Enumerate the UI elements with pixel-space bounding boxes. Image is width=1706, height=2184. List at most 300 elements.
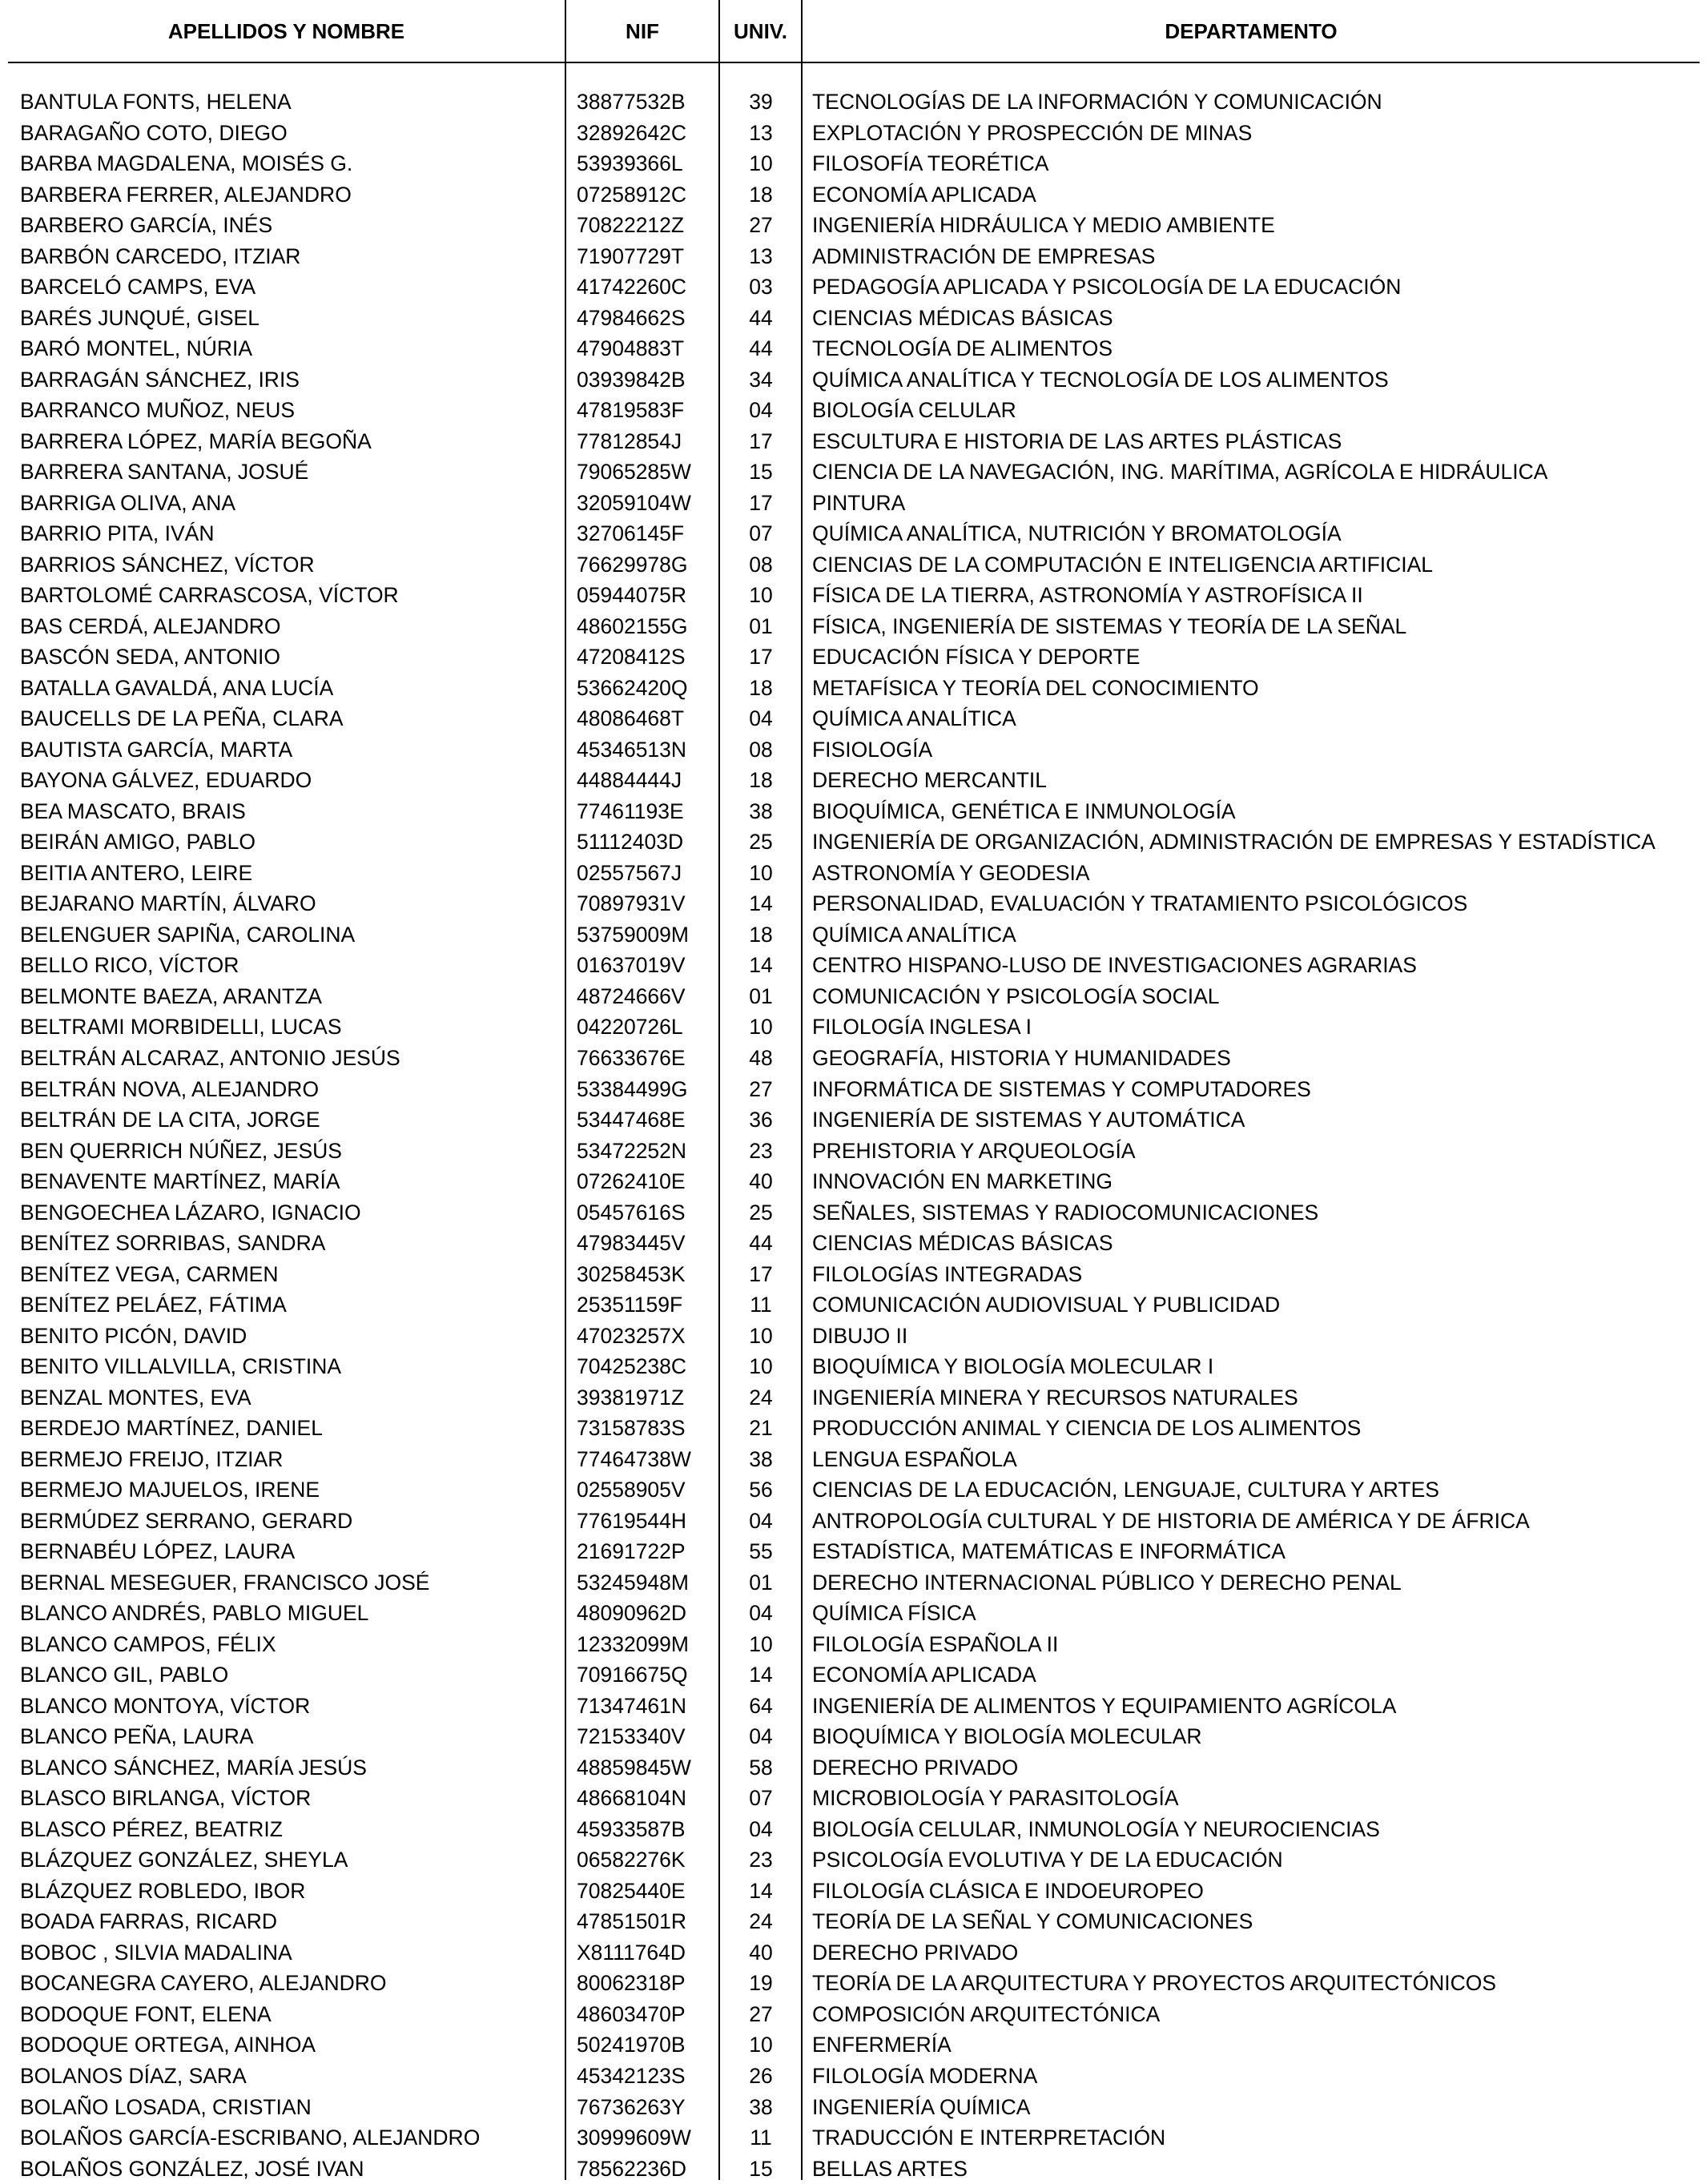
table-row	[0, 919, 1706, 951]
cell-nif: 41742260C	[577, 275, 687, 300]
cell-name: BAS CERDÁ, ALEJANDRO	[20, 613, 281, 638]
cell-name: BOLAÑOS GARCÍA-ESCRIBANO, ALEJANDRO	[20, 2126, 481, 2150]
table-row	[0, 2029, 1706, 2061]
cell-univ: 15	[749, 2156, 773, 2181]
cell-department: ECONOMÍA APLICADA	[812, 1663, 1036, 1687]
cell-name: BENITO VILLALVILLA, CRISTINA	[20, 1354, 342, 1379]
table-row	[0, 426, 1706, 457]
cell-name: BERDEJO MARTÍNEZ, DANIEL	[20, 1416, 323, 1441]
cell-nif: 47904883T	[577, 336, 685, 361]
table-row	[0, 1012, 1706, 1043]
cell-department: FÍSICA DE LA TIERRA, ASTRONOMÍA Y ASTROFÍSICA II	[812, 583, 1363, 608]
cell-department: ADMINISTRACIÓN DE EMPRESAS	[812, 243, 1156, 268]
cell-department: CIENCIAS DE LA EDUCACIÓN, LENGUAJE, CULTURA Y ARTES	[812, 1478, 1439, 1502]
cell-univ: 13	[749, 120, 773, 145]
cell-univ: 08	[749, 552, 773, 577]
table-row	[0, 1351, 1706, 1382]
cell-univ: 11	[750, 2126, 772, 2150]
cell-name: BARBERA FERRER, ALEJANDRO	[20, 182, 352, 207]
cell-nif: 76633676E	[577, 1045, 686, 1070]
table-row	[0, 1413, 1706, 1444]
cell-univ: 10	[749, 1323, 773, 1348]
cell-univ: 10	[749, 151, 773, 176]
cell-department: ESCULTURA E HISTORIA DE LAS ARTES PLÁSTICAS	[812, 428, 1342, 453]
cell-univ: 24	[749, 1909, 773, 1934]
cell-nif: 45342123S	[577, 2064, 686, 2088]
cell-univ: 23	[749, 1138, 773, 1163]
cell-name: BELLO RICO, VÍCTOR	[20, 953, 239, 978]
cell-univ: 14	[749, 1663, 773, 1687]
cell-name: BELTRÁN ALCARAZ, ANTONIO JESÚS	[20, 1045, 400, 1070]
cell-name: BERMEJO MAJUELOS, IRENE	[20, 1478, 320, 1502]
cell-name: BEITIA ANTERO, LEIRE	[20, 860, 253, 885]
column-header-name: APELLIDOS Y NOMBRE	[167, 18, 405, 43]
cell-nif: 77619544H	[577, 1508, 687, 1533]
table-row	[0, 950, 1706, 981]
cell-name: BODOQUE FONT, ELENA	[20, 2001, 272, 2026]
cell-nif: 04220726L	[577, 1015, 683, 1040]
cell-univ: 40	[749, 1940, 773, 1965]
cell-univ: 56	[749, 1478, 773, 1502]
cell-univ: 27	[749, 1076, 773, 1101]
cell-nif: 53447468E	[577, 1108, 686, 1132]
cell-nif: 32706145F	[577, 521, 685, 546]
cell-name: BARAGAÑO COTO, DIEGO	[20, 120, 288, 145]
cell-department: INGENIERÍA DE ORGANIZACIÓN, ADMINISTRACIÓN DE EMPRESAS Y ESTADÍSTICA	[812, 830, 1656, 855]
cell-name: BERMÚDEZ SERRANO, GERARD	[20, 1508, 353, 1533]
cell-univ: 13	[749, 243, 773, 268]
cell-department: QUÍMICA ANALÍTICA Y TECNOLOGÍA DE LOS ALIMENTOS	[812, 367, 1389, 392]
cell-univ: 48	[749, 1045, 773, 1070]
cell-univ: 18	[749, 182, 773, 207]
cell-department: CIENCIA DE LA NAVEGACIÓN, ING. MARÍTIMA, AGRÍCOLA E HIDRÁULICA	[812, 460, 1548, 485]
cell-univ: 01	[749, 983, 773, 1008]
cell-name: BATALLA GAVALDÁ, ANA LUCÍA	[20, 675, 334, 700]
cell-department: LENGUA ESPAÑOLA	[812, 1446, 1017, 1471]
cell-department: FISIOLOGÍA	[812, 737, 933, 762]
cell-department: PERSONALIDAD, EVALUACIÓN Y TRATAMIENTO PSICOLÓGICOS	[812, 891, 1468, 916]
column-header-department: DEPARTAMENTO	[1165, 18, 1338, 43]
cell-univ: 10	[749, 1631, 773, 1656]
cell-department: CIENCIAS DE LA COMPUTACIÓN E INTELIGENCIA ARTIFICIAL	[812, 552, 1434, 577]
cell-nif: 12332099M	[577, 1631, 689, 1656]
cell-department: TECNOLOGÍA DE ALIMENTOS	[812, 336, 1113, 361]
cell-department: TRADUCCIÓN E INTERPRETACIÓN	[812, 2126, 1166, 2150]
cell-univ: 10	[749, 1015, 773, 1040]
cell-department: EXPLOTACIÓN Y PROSPECCIÓN DE MINAS	[812, 120, 1253, 145]
cell-department: CIENCIAS MÉDICAS BÁSICAS	[812, 305, 1113, 330]
table-row	[0, 549, 1706, 581]
cell-name: BARRIO PITA, IVÁN	[20, 521, 215, 546]
table-row	[0, 673, 1706, 704]
cell-name: BASCÓN SEDA, ANTONIO	[20, 645, 280, 670]
table-row	[0, 1999, 1706, 2030]
cell-univ: 04	[749, 1724, 773, 1749]
table-row	[0, 1289, 1706, 1321]
table-row	[0, 1906, 1706, 1937]
cell-department: DIBUJO II	[812, 1323, 908, 1348]
cell-univ: 58	[749, 1755, 773, 1780]
cell-nif: 77461193E	[577, 798, 684, 823]
cell-department: BIOLOGÍA CELULAR	[812, 398, 1016, 423]
cell-department: ENFERMERÍA	[812, 2033, 952, 2057]
table-row	[0, 2154, 1706, 2184]
cell-nif: 44884444J	[577, 768, 682, 793]
cell-department: PREHISTORIA Y ARQUEOLOGÍA	[812, 1138, 1136, 1163]
cell-nif: 30999609W	[577, 2126, 691, 2150]
cell-nif: X8111764D	[577, 1940, 686, 1965]
cell-department: CENTRO HISPANO-LUSO DE INVESTIGACIONES AGRARIAS	[812, 953, 1417, 978]
cell-univ: 14	[749, 891, 773, 916]
cell-name: BARBA MAGDALENA, MOISÉS G.	[20, 151, 353, 176]
cell-name: BLASCO PÉREZ, BEATRIZ	[20, 1816, 283, 1841]
cell-univ: 38	[749, 2094, 773, 2119]
cell-univ: 21	[749, 1416, 773, 1441]
cell-department: FILOLOGÍA ESPAÑOLA II	[812, 1631, 1059, 1656]
column-header-univ: UNIV.	[734, 18, 787, 43]
cell-univ: 27	[749, 2001, 773, 2026]
cell-department: METAFÍSICA Y TEORÍA DEL CONOCIMIENTO	[812, 675, 1259, 700]
table-row	[0, 1844, 1706, 1876]
table-row	[0, 796, 1706, 827]
cell-univ: 11	[750, 1293, 772, 1317]
table-row	[0, 2061, 1706, 2092]
table-row	[0, 1382, 1706, 1414]
cell-nif: 06582276K	[577, 1848, 686, 1872]
table-row	[0, 1659, 1706, 1691]
cell-department: INGENIERÍA MINERA Y RECURSOS NATURALES	[812, 1385, 1298, 1410]
cell-department: MICROBIOLOGÍA Y PARASITOLOGÍA	[812, 1786, 1179, 1811]
table-row	[0, 148, 1706, 179]
table-row	[0, 1228, 1706, 1259]
table-row	[0, 611, 1706, 642]
cell-department: ANTROPOLOGÍA CULTURAL Y DE HISTORIA DE AMÉRICA Y DE ÁFRICA	[812, 1508, 1530, 1533]
table-row	[0, 395, 1706, 426]
cell-department: QUÍMICA ANALÍTICA	[812, 706, 1016, 731]
cell-department: COMUNICACIÓN Y PSICOLOGÍA SOCIAL	[812, 983, 1220, 1008]
cell-name: BEA MASCATO, BRAIS	[20, 798, 246, 823]
table-row	[0, 703, 1706, 734]
table-row	[0, 364, 1706, 396]
table-row	[0, 981, 1706, 1012]
cell-univ: 04	[749, 1601, 773, 1626]
table-row	[0, 1814, 1706, 1845]
cell-name: BARRAGÁN SÁNCHEZ, IRIS	[20, 367, 300, 392]
cell-name: BAUTISTA GARCÍA, MARTA	[20, 737, 293, 762]
cell-name: BARRERA LÓPEZ, MARÍA BEGOÑA	[20, 428, 372, 453]
cell-nif: 38877532B	[577, 90, 686, 114]
cell-name: BEN QUERRICH NÚÑEZ, JESÚS	[20, 1138, 342, 1163]
cell-name: BENÍTEZ PELÁEZ, FÁTIMA	[20, 1293, 287, 1317]
cell-nif: 30258453K	[577, 1261, 686, 1286]
cell-nif: 45933587B	[577, 1816, 686, 1841]
cell-univ: 23	[749, 1848, 773, 1872]
cell-department: BIOQUÍMICA, GENÉTICA E INMUNOLOGÍA	[812, 798, 1236, 823]
cell-department: QUÍMICA ANALÍTICA, NUTRICIÓN Y BROMATOLOGÍA	[812, 521, 1342, 546]
cell-nif: 05944075R	[577, 583, 687, 608]
cell-name: BARBERO GARCÍA, INÉS	[20, 213, 273, 238]
cell-nif: 48668104N	[577, 1786, 687, 1811]
cell-univ: 55	[749, 1539, 773, 1564]
cell-univ: 26	[749, 2064, 773, 2088]
cell-name: BOCANEGRA CAYERO, ALEJANDRO	[20, 1971, 387, 1996]
cell-univ: 44	[749, 336, 773, 361]
cell-name: BARRANCO MUÑOZ, NEUS	[20, 398, 296, 423]
cell-univ: 38	[749, 798, 773, 823]
cell-name: BEJARANO MARTÍN, ÁLVARO	[20, 891, 316, 916]
cell-department: ASTRONOMÍA Y GEODESIA	[812, 860, 1090, 885]
cell-univ: 04	[749, 1816, 773, 1841]
cell-department: EDUCACIÓN FÍSICA Y DEPORTE	[812, 645, 1141, 670]
cell-name: BARCELÓ CAMPS, EVA	[20, 275, 256, 300]
table-row	[0, 580, 1706, 611]
cell-univ: 40	[749, 1169, 773, 1194]
cell-department: INFORMÁTICA DE SISTEMAS Y COMPUTADORES	[812, 1076, 1311, 1101]
cell-nif: 45346513N	[577, 737, 687, 762]
table-row	[0, 1136, 1706, 1167]
cell-department: TEORÍA DE LA ARQUITECTURA Y PROYECTOS ARQUITECTÓNICOS	[812, 1971, 1497, 1996]
cell-nif: 77812854J	[577, 428, 682, 453]
table-row	[0, 1474, 1706, 1506]
cell-nif: 51112403D	[577, 830, 684, 855]
cell-univ: 10	[749, 860, 773, 885]
cell-univ: 39	[749, 90, 773, 114]
cell-department: QUÍMICA ANALÍTICA	[812, 922, 1016, 947]
table-row	[0, 734, 1706, 766]
table-row	[0, 1968, 1706, 1999]
table-row	[0, 303, 1706, 334]
cell-department: BELLAS ARTES	[812, 2156, 968, 2181]
cell-name: BARÓ MONTEL, NÚRIA	[20, 336, 253, 361]
cell-department: ECONOMÍA APLICADA	[812, 182, 1036, 207]
cell-nif: 21691722P	[577, 1539, 686, 1564]
cell-nif: 47208412S	[577, 645, 686, 670]
cell-name: BLANCO MONTOYA, VÍCTOR	[20, 1693, 311, 1718]
table-row	[0, 1259, 1706, 1290]
table-row	[0, 1043, 1706, 1074]
cell-department: FILOLOGÍA MODERNA	[812, 2064, 1038, 2088]
cell-name: BODOQUE ORTEGA, AINHOA	[20, 2033, 316, 2057]
cell-name: BOADA FARRAS, RICARD	[20, 1909, 278, 1934]
cell-univ: 04	[749, 398, 773, 423]
cell-name: BENITO PICÓN, DAVID	[20, 1323, 247, 1348]
cell-name: BERNAL MESEGUER, FRANCISCO JOSÉ	[20, 1570, 430, 1595]
cell-name: BARRIGA OLIVA, ANA	[20, 490, 236, 515]
cell-nif: 76736263Y	[577, 2094, 686, 2119]
cell-nif: 05457616S	[577, 1200, 686, 1225]
table-row	[0, 1876, 1706, 1907]
column-header-nif: NIF	[626, 18, 659, 43]
cell-univ: 36	[749, 1108, 773, 1132]
cell-name: BOLAÑO LOSADA, CRISTIAN	[20, 2094, 312, 2119]
cell-nif: 70425238C	[577, 1354, 687, 1379]
cell-univ: 10	[749, 2033, 773, 2057]
cell-univ: 44	[749, 1231, 773, 1256]
table-row	[0, 1506, 1706, 1537]
cell-name: BENAVENTE MARTÍNEZ, MARÍA	[20, 1169, 340, 1194]
cell-nif: 79065285W	[577, 460, 691, 485]
cell-nif: 77464738W	[577, 1446, 691, 1471]
cell-name: BLASCO BIRLANGA, VÍCTOR	[20, 1786, 312, 1811]
cell-department: FILOLOGÍAS INTEGRADAS	[812, 1261, 1083, 1286]
cell-department: CIENCIAS MÉDICAS BÁSICAS	[812, 1231, 1113, 1256]
cell-nif: 39381971Z	[577, 1385, 685, 1410]
cell-nif: 48090962D	[577, 1601, 687, 1626]
cell-nif: 53662420Q	[577, 675, 688, 700]
table-row	[0, 1074, 1706, 1105]
cell-univ: 04	[749, 706, 773, 731]
table-row	[0, 1166, 1706, 1197]
cell-name: BLANCO SÁNCHEZ, MARÍA JESÚS	[20, 1755, 367, 1780]
cell-nif: 53759009M	[577, 922, 689, 947]
cell-univ: 10	[749, 1354, 773, 1379]
cell-univ: 08	[749, 737, 773, 762]
cell-department: BIOLOGÍA CELULAR, INMUNOLOGÍA Y NEUROCIENCIAS	[812, 1816, 1380, 1841]
cell-name: BLÁZQUEZ ROBLEDO, IBOR	[20, 1878, 306, 1903]
cell-name: BELTRÁN DE LA CITA, JORGE	[20, 1108, 320, 1132]
table-row	[0, 118, 1706, 149]
cell-univ: 07	[749, 1786, 773, 1811]
cell-name: BARRIOS SÁNCHEZ, VÍCTOR	[20, 552, 315, 577]
cell-department: PRODUCCIÓN ANIMAL Y CIENCIA DE LOS ALIMENTOS	[812, 1416, 1362, 1441]
table-row	[0, 1321, 1706, 1352]
cell-univ: 17	[749, 490, 773, 515]
cell-nif: 53472252N	[577, 1138, 687, 1163]
cell-name: BARBÓN CARCEDO, ITZIAR	[20, 243, 301, 268]
cell-nif: 02558905V	[577, 1478, 686, 1502]
cell-name: BELENGUER SAPIÑA, CAROLINA	[20, 922, 356, 947]
cell-nif: 70897931V	[577, 891, 686, 916]
cell-nif: 48603470P	[577, 2001, 686, 2026]
cell-univ: 01	[749, 1570, 773, 1595]
cell-department: TEORÍA DE LA SEÑAL Y COMUNICACIONES	[812, 1909, 1253, 1934]
cell-univ: 01	[749, 613, 773, 638]
table-row	[0, 1598, 1706, 1629]
table-row	[0, 765, 1706, 796]
cell-name: BELTRÁN NOVA, ALEJANDRO	[20, 1076, 320, 1101]
cell-nif: 47983445V	[577, 1231, 686, 1256]
cell-nif: 73158783S	[577, 1416, 686, 1441]
cell-department: BIOQUÍMICA Y BIOLOGÍA MOLECULAR I	[812, 1354, 1214, 1379]
cell-name: BAUCELLS DE LA PEÑA, CLARA	[20, 706, 344, 731]
table-row	[0, 2092, 1706, 2123]
cell-nif: 25351159F	[577, 1293, 683, 1317]
cell-nif: 48086468T	[577, 706, 685, 731]
cell-name: BERNABÉU LÓPEZ, LAURA	[20, 1539, 296, 1564]
cell-department: INGENIERÍA QUÍMICA	[812, 2094, 1031, 2119]
cell-name: BERMEJO FREIJO, ITZIAR	[20, 1446, 284, 1471]
cell-nif: 50241970B	[577, 2033, 686, 2057]
table-row	[0, 1536, 1706, 1567]
cell-name: BLANCO ANDRÉS, PABLO MIGUEL	[20, 1601, 369, 1626]
cell-department: DERECHO MERCANTIL	[812, 768, 1048, 793]
cell-univ: 25	[749, 830, 773, 855]
cell-univ: 25	[749, 1200, 773, 1225]
cell-department: INGENIERÍA HIDRÁULICA Y MEDIO AMBIENTE	[812, 213, 1275, 238]
cell-name: BARÉS JUNQUÉ, GISEL	[20, 305, 260, 330]
table-row	[0, 1444, 1706, 1475]
table-row	[0, 1629, 1706, 1660]
cell-name: BOLANOS DÍAZ, SARA	[20, 2064, 247, 2088]
cell-name: BLANCO PEÑA, LAURA	[20, 1724, 254, 1749]
cell-nif: 80062318P	[577, 1971, 686, 1996]
cell-department: SEÑALES, SISTEMAS Y RADIOCOMUNICACIONES	[812, 1200, 1319, 1225]
cell-name: BELTRAMI MORBIDELLI, LUCAS	[20, 1015, 342, 1040]
cell-univ: 19	[749, 1971, 773, 1996]
cell-department: DERECHO PRIVADO	[812, 1940, 1019, 1965]
cell-nif: 72153340V	[577, 1724, 686, 1749]
cell-nif: 47023257X	[577, 1323, 686, 1348]
cell-department: COMUNICACIÓN AUDIOVISUAL Y PUBLICIDAD	[812, 1293, 1281, 1317]
cell-nif: 07258912C	[577, 182, 687, 207]
cell-nif: 78562236D	[577, 2156, 687, 2181]
cell-name: BENZAL MONTES, EVA	[20, 1385, 251, 1410]
cell-nif: 03939842B	[577, 367, 686, 392]
cell-department: QUÍMICA FÍSICA	[812, 1601, 976, 1626]
cell-name: BENÍTEZ VEGA, CARMEN	[20, 1261, 279, 1286]
cell-univ: 04	[749, 1508, 773, 1533]
table-row	[0, 488, 1706, 519]
cell-department: INGENIERÍA DE SISTEMAS Y AUTOMÁTICA	[812, 1108, 1245, 1132]
table-row	[0, 642, 1706, 673]
cell-department: FILOLOGÍA CLÁSICA E INDOEUROPEO	[812, 1878, 1204, 1903]
cell-nif: 02557567J	[577, 860, 682, 885]
cell-name: BENGOECHEA LÁZARO, IGNACIO	[20, 1200, 361, 1225]
cell-nif: 70916675Q	[577, 1663, 688, 1687]
table-row	[0, 858, 1706, 889]
cell-univ: 10	[749, 583, 773, 608]
cell-department: FILOSOFÍA TEORÉTICA	[812, 151, 1049, 176]
table-row	[0, 1104, 1706, 1136]
cell-nif: 70825440E	[577, 1878, 686, 1903]
cell-nif: 48724666V	[577, 983, 686, 1008]
cell-department: PINTURA	[812, 490, 906, 515]
cell-univ: 17	[749, 428, 773, 453]
table-row	[0, 179, 1706, 211]
cell-univ: 14	[749, 1878, 773, 1903]
cell-name: BLANCO CAMPOS, FÉLIX	[20, 1631, 276, 1656]
table-row	[0, 1752, 1706, 1784]
cell-name: BARTOLOMÉ CARRASCOSA, VÍCTOR	[20, 583, 399, 608]
cell-department: DERECHO INTERNACIONAL PÚBLICO Y DERECHO PENAL	[812, 1570, 1402, 1595]
cell-department: ESTADÍSTICA, MATEMÁTICAS E INFORMÁTICA	[812, 1539, 1286, 1564]
table-row	[0, 2122, 1706, 2154]
cell-univ: 18	[749, 768, 773, 793]
table-row	[0, 1783, 1706, 1814]
cell-univ: 07	[749, 521, 773, 546]
cell-name: BENÍTEZ SORRIBAS, SANDRA	[20, 1231, 326, 1256]
cell-name: BARRERA SANTANA, JOSUÉ	[20, 460, 309, 485]
cell-department: FILOLOGÍA INGLESA I	[812, 1015, 1032, 1040]
cell-univ: 44	[749, 305, 773, 330]
cell-univ: 03	[749, 275, 773, 300]
table-row	[0, 518, 1706, 549]
cell-name: BOBOC , SILVIA MADALINA	[20, 1940, 292, 1965]
cell-nif: 48602155G	[577, 613, 688, 638]
table-row	[0, 210, 1706, 241]
table-row	[0, 241, 1706, 272]
cell-name: BOLAÑOS GONZÁLEZ, JOSÉ IVAN	[20, 2156, 364, 2181]
cell-nif: 48859845W	[577, 1755, 691, 1780]
header-bottom-rule	[8, 62, 1700, 63]
cell-univ: 24	[749, 1385, 773, 1410]
cell-name: BANTULA FONTS, HELENA	[20, 90, 292, 114]
cell-univ: 34	[749, 367, 773, 392]
cell-name: BEIRÁN AMIGO, PABLO	[20, 830, 256, 855]
cell-nif: 32892642C	[577, 120, 687, 145]
cell-nif: 71907729T	[577, 243, 685, 268]
cell-department: COMPOSICIÓN ARQUITECTÓNICA	[812, 2001, 1161, 2026]
